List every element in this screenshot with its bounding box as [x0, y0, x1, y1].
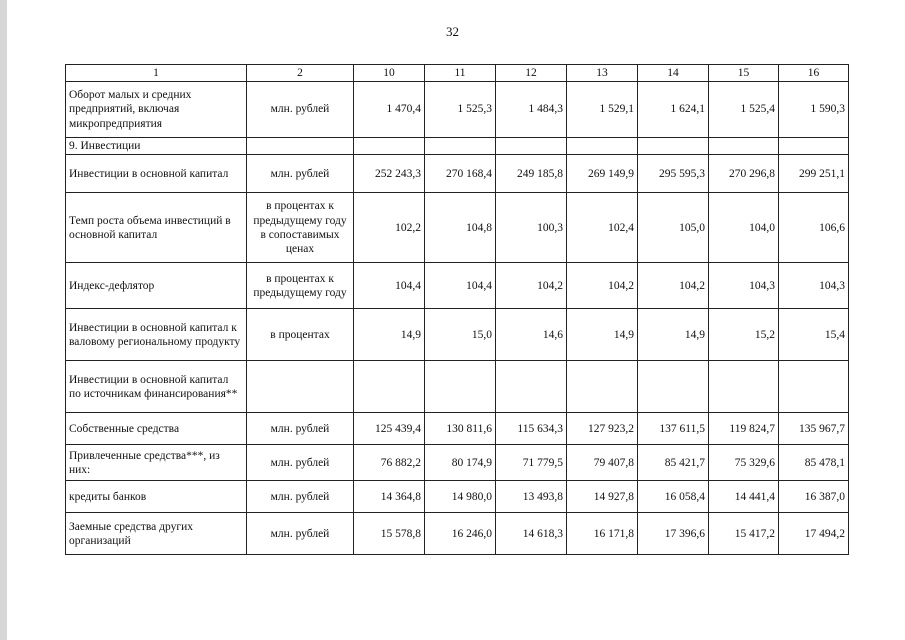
- value-cell: 1 470,4: [354, 82, 425, 138]
- value-cell: 85 421,7: [638, 445, 709, 481]
- value-cell: [496, 361, 567, 413]
- value-cell: 14 980,0: [425, 481, 496, 513]
- unit-cell: [247, 361, 354, 413]
- empty-cell: [496, 138, 567, 155]
- value-cell: [709, 361, 779, 413]
- value-cell: 1 525,4: [709, 82, 779, 138]
- empty-cell: [247, 138, 354, 155]
- empty-cell: [779, 138, 849, 155]
- row-label: Темп роста объема инвестиций в основной капитал: [66, 193, 247, 263]
- unit-cell: млн. рублей: [247, 481, 354, 513]
- value-cell: 15,4: [779, 309, 849, 361]
- row-label: Инвестиции в основной капитал к валовому региональному продукту: [66, 309, 247, 361]
- section-title: 9. Инвестиции: [66, 138, 247, 155]
- value-cell: 14,6: [496, 309, 567, 361]
- value-cell: 102,4: [567, 193, 638, 263]
- unit-cell: млн. рублей: [247, 82, 354, 138]
- value-cell: 15,0: [425, 309, 496, 361]
- value-cell: 104,0: [709, 193, 779, 263]
- value-cell: [354, 361, 425, 413]
- row-label: Привлеченные средства***, из них:: [66, 445, 247, 481]
- value-cell: 75 329,6: [709, 445, 779, 481]
- value-cell: 14,9: [354, 309, 425, 361]
- value-cell: 79 407,8: [567, 445, 638, 481]
- value-cell: [638, 361, 709, 413]
- value-cell: 104,4: [354, 263, 425, 309]
- empty-cell: [709, 138, 779, 155]
- value-cell: 270 168,4: [425, 155, 496, 193]
- value-cell: 252 243,3: [354, 155, 425, 193]
- unit-cell: млн. рублей: [247, 513, 354, 555]
- value-cell: 16 058,4: [638, 481, 709, 513]
- empty-cell: [567, 138, 638, 155]
- value-cell: [425, 361, 496, 413]
- value-cell: 14 618,3: [496, 513, 567, 555]
- value-cell: 1 590,3: [779, 82, 849, 138]
- row-label: кредиты банков: [66, 481, 247, 513]
- section-row: [66, 138, 849, 155]
- statistics-table: [65, 64, 849, 555]
- value-cell: 15 417,2: [709, 513, 779, 555]
- row-label: Оборот малых и средних предприятий, включая микропредприятия: [66, 82, 247, 138]
- value-cell: 135 967,7: [779, 413, 849, 445]
- value-cell: 17 494,2: [779, 513, 849, 555]
- unit-cell: млн. рублей: [247, 155, 354, 193]
- value-cell: 13 493,8: [496, 481, 567, 513]
- value-cell: 1 525,3: [425, 82, 496, 138]
- page-number: 32: [446, 24, 459, 39]
- table-row: [66, 309, 849, 361]
- value-cell: 71 779,5: [496, 445, 567, 481]
- column-header: 16: [779, 65, 849, 82]
- empty-cell: [425, 138, 496, 155]
- row-label: Собственные средства: [66, 413, 247, 445]
- value-cell: 125 439,4: [354, 413, 425, 445]
- row-label: Инвестиции в основной капитал: [66, 155, 247, 193]
- value-cell: 76 882,2: [354, 445, 425, 481]
- value-cell: 80 174,9: [425, 445, 496, 481]
- column-header: 13: [567, 65, 638, 82]
- value-cell: 15 578,8: [354, 513, 425, 555]
- value-cell: 14,9: [567, 309, 638, 361]
- table-row: [66, 155, 849, 193]
- value-cell: [567, 361, 638, 413]
- value-cell: 17 396,6: [638, 513, 709, 555]
- value-cell: 295 595,3: [638, 155, 709, 193]
- row-label: Заемные средства других организаций: [66, 513, 247, 555]
- value-cell: [779, 361, 849, 413]
- value-cell: 1 624,1: [638, 82, 709, 138]
- value-cell: 249 185,8: [496, 155, 567, 193]
- value-cell: 100,3: [496, 193, 567, 263]
- value-cell: 104,8: [425, 193, 496, 263]
- table-row: [66, 481, 849, 513]
- value-cell: 14,9: [638, 309, 709, 361]
- value-cell: 127 923,2: [567, 413, 638, 445]
- value-cell: 104,4: [425, 263, 496, 309]
- column-header: 15: [709, 65, 779, 82]
- value-cell: 16 171,8: [567, 513, 638, 555]
- row-label: Инвестиции в основной капитал по источникам финансирования**: [66, 361, 247, 413]
- value-cell: 102,2: [354, 193, 425, 263]
- value-cell: 1 529,1: [567, 82, 638, 138]
- value-cell: 104,2: [496, 263, 567, 309]
- value-cell: 119 824,7: [709, 413, 779, 445]
- scan-edge-shadow: [0, 0, 7, 640]
- value-cell: 14 364,8: [354, 481, 425, 513]
- unit-cell: в процентах: [247, 309, 354, 361]
- column-header: 1: [66, 65, 247, 82]
- table-row: [66, 193, 849, 263]
- column-header: 11: [425, 65, 496, 82]
- value-cell: 14 441,4: [709, 481, 779, 513]
- unit-cell: в процентах к предыдущему году: [247, 263, 354, 309]
- column-header: 10: [354, 65, 425, 82]
- table-row: [66, 263, 849, 309]
- empty-cell: [354, 138, 425, 155]
- value-cell: 16 246,0: [425, 513, 496, 555]
- unit-cell: млн. рублей: [247, 445, 354, 481]
- value-cell: 269 149,9: [567, 155, 638, 193]
- value-cell: 106,6: [779, 193, 849, 263]
- value-cell: 115 634,3: [496, 413, 567, 445]
- table-row: [66, 82, 849, 138]
- column-header: 12: [496, 65, 567, 82]
- value-cell: 16 387,0: [779, 481, 849, 513]
- value-cell: 15,2: [709, 309, 779, 361]
- unit-cell: в процентах к предыдущему году в сопоставимых ценах: [247, 193, 354, 263]
- value-cell: 104,2: [567, 263, 638, 309]
- row-label: Индекс-дефлятор: [66, 263, 247, 309]
- value-cell: 14 927,8: [567, 481, 638, 513]
- value-cell: 130 811,6: [425, 413, 496, 445]
- column-header: 14: [638, 65, 709, 82]
- unit-cell: млн. рублей: [247, 413, 354, 445]
- header-row: [66, 65, 849, 82]
- value-cell: 137 611,5: [638, 413, 709, 445]
- table-row: [66, 513, 849, 555]
- empty-cell: [638, 138, 709, 155]
- value-cell: 1 484,3: [496, 82, 567, 138]
- column-header: 2: [247, 65, 354, 82]
- table-row: [66, 413, 849, 445]
- value-cell: 105,0: [638, 193, 709, 263]
- value-cell: 104,2: [638, 263, 709, 309]
- value-cell: 85 478,1: [779, 445, 849, 481]
- table-row: [66, 445, 849, 481]
- value-cell: 104,3: [709, 263, 779, 309]
- table-row: [66, 361, 849, 413]
- value-cell: 270 296,8: [709, 155, 779, 193]
- value-cell: 104,3: [779, 263, 849, 309]
- value-cell: 299 251,1: [779, 155, 849, 193]
